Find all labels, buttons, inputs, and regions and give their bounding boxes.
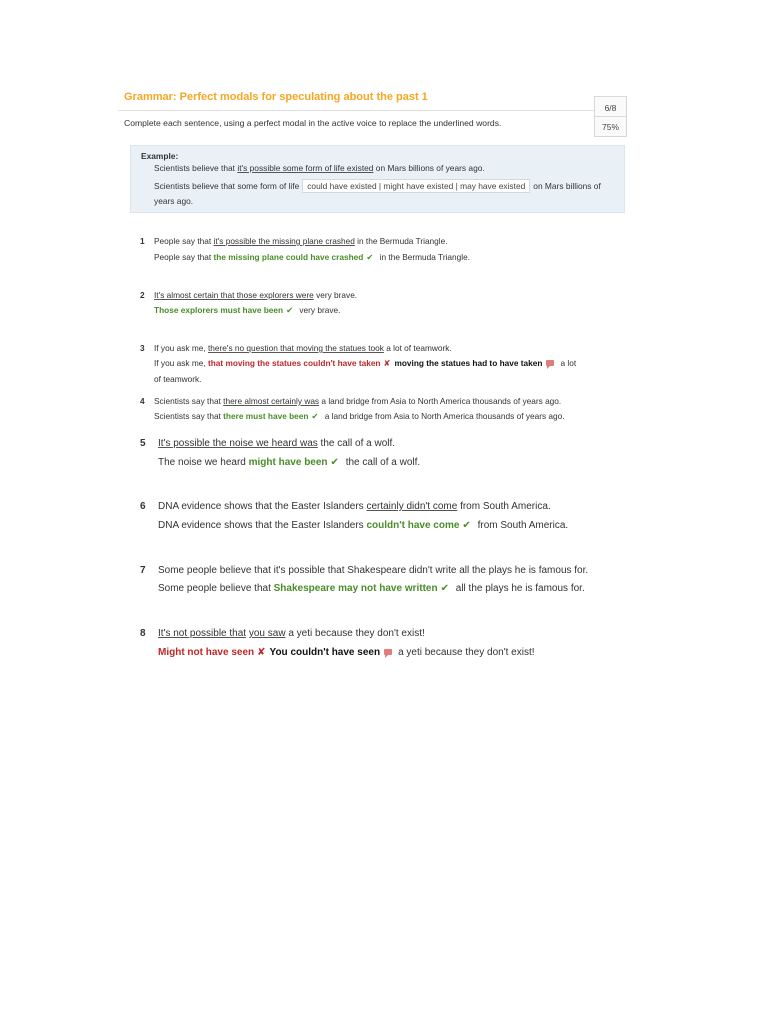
question-answer-line: DNA evidence shows that the Easter Islanders couldn't have come ✔ from South America. — [158, 520, 569, 531]
question-answer-line: Might not have seen ✘ You couldn't have seen a yeti because they don't exist! — [158, 647, 535, 658]
answer-wrong[interactable]: that moving the statues couldn't have taken — [207, 358, 381, 368]
question-answer-line: Those explorers must have been ✔ very brave. — [154, 305, 341, 315]
question-number: 8 — [140, 628, 146, 639]
answer-correction: You couldn't have seen — [269, 647, 381, 658]
cross-icon: ✘ — [257, 647, 266, 658]
check-icon: ✔ — [366, 252, 374, 262]
answer-correct[interactable]: Those explorers must have been — [154, 305, 284, 315]
check-icon: ✔ — [330, 457, 339, 468]
question-answer-line: People say that the missing plane could have crashed ✔ in the Bermuda Triangle. — [154, 252, 471, 262]
answer-correction: moving the statues had to have taken — [394, 358, 543, 368]
question-prompt: It's not possible that you saw a yeti because they don't exist! — [158, 628, 425, 639]
score-divider — [595, 116, 626, 117]
check-icon: ✔ — [462, 520, 471, 531]
question-number: 5 — [140, 438, 146, 449]
answer-correct[interactable]: might have been — [248, 457, 328, 468]
example-answer-field: could have existed | might have existed | may have existed — [302, 179, 530, 193]
check-icon: ✔ — [311, 411, 319, 421]
question-answer-line: Some people believe that Shakespeare may not have written ✔ all the plays he is famous for. — [158, 583, 585, 594]
question-answer-line: Scientists say that there must have been ✔ a land bridge from Asia to North America thousands of years ago. — [154, 411, 565, 421]
answer-wrong[interactable]: Might not have seen — [158, 647, 255, 658]
question-prompt: Some people believe that it's possible that Shakespeare didn't write all the plays he is famous for. — [158, 565, 589, 576]
speech-bubble-icon[interactable] — [546, 360, 554, 366]
question-number: 6 — [140, 501, 146, 512]
question-continuation: of teamwork. — [154, 374, 202, 384]
cross-icon: ✘ — [383, 358, 391, 368]
example-original-sentence: Scientists believe that it's possible some form of life existed on Mars billions of years ago. — [154, 163, 485, 173]
speech-bubble-icon[interactable] — [384, 649, 392, 655]
answer-correct[interactable]: the missing plane could have crashed — [213, 252, 364, 262]
score-box — [594, 96, 627, 137]
example-label: Example: — [141, 151, 179, 161]
question-number: 3 — [140, 343, 145, 353]
question-answer-line: If you ask me, that moving the statues couldn't have taken ✘ moving the statues had to have taken a lot — [154, 358, 577, 368]
answer-correct[interactable]: Shakespeare may not have written — [273, 583, 438, 594]
question-number: 2 — [140, 290, 145, 300]
example-box — [130, 145, 625, 213]
question-number: 1 — [140, 236, 145, 246]
question-number: 7 — [140, 565, 146, 576]
question-prompt: It's almost certain that those explorers were very brave. — [154, 290, 358, 300]
example-rewritten-sentence: Scientists believe that some form of life could have existed | might have existed | may have existed on Mars billions of — [154, 181, 601, 191]
answer-correct[interactable]: there must have been — [223, 411, 309, 421]
question-prompt: People say that it's possible the missing plane crashed in the Bermuda Triangle. — [154, 236, 448, 246]
instruction-text: Complete each sentence, using a perfect modal in the active voice to replace the underlined words. — [124, 118, 502, 128]
question-answer-line: The noise we heard might have been ✔ the call of a wolf. — [158, 457, 421, 468]
example-continuation: years ago. — [154, 196, 194, 206]
answer-correct[interactable]: couldn't have come — [366, 520, 460, 531]
score-fraction: 6/8 — [604, 103, 617, 113]
check-icon: ✔ — [286, 305, 294, 315]
question-prompt: It's possible the noise we heard was the call of a wolf. — [158, 438, 396, 449]
page-title: Grammar: Perfect modals for speculating about the past 1 — [124, 91, 428, 103]
question-prompt: Scientists say that there almost certainly was a land bridge from Asia to North America thousands of years ago. — [154, 396, 562, 406]
question-prompt: If you ask me, there's no question that moving the statues took a lot of teamwork. — [154, 343, 452, 353]
check-icon: ✔ — [440, 583, 449, 594]
question-number: 4 — [140, 396, 145, 406]
score-percent: 75% — [601, 122, 619, 132]
question-prompt: DNA evidence shows that the Easter Islanders certainly didn't come from South America. — [158, 501, 551, 512]
title-divider — [118, 110, 594, 111]
